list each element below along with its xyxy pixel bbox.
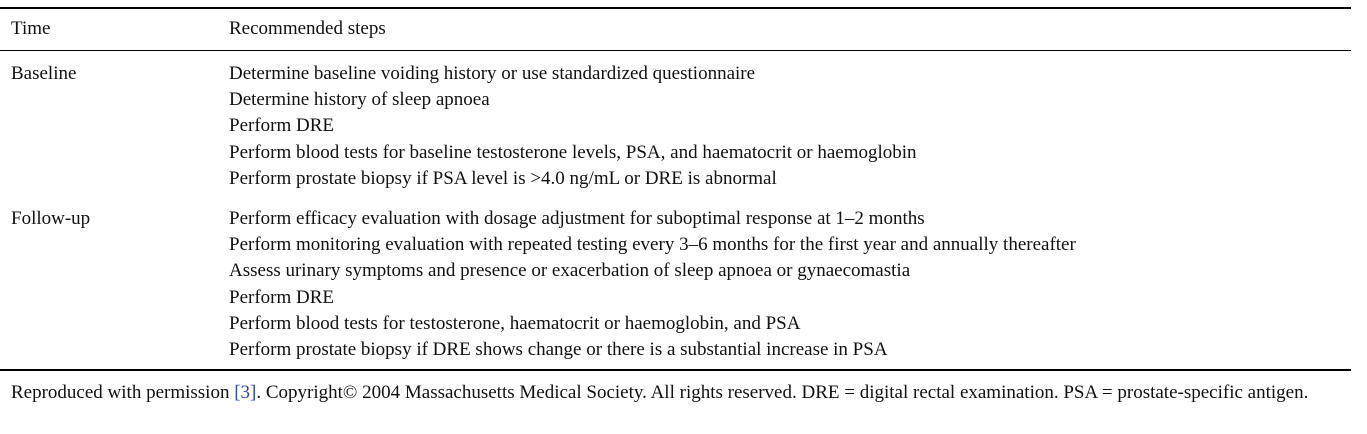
step-item: Perform DRE — [229, 115, 335, 137]
table-footnote — [11, 380, 1351, 406]
step-item: Perform blood tests for testosterone, haematocrit or haemoglobin, and PSA — [229, 312, 801, 334]
table-bottom-rule — [0, 369, 1351, 371]
reference-link[interactable]: [3] — [234, 382, 257, 403]
step-item: Assess urinary symptoms and presence or exacerbation of sleep apnoea or gynaecomastia — [229, 260, 911, 282]
step-item: Determine baseline voiding history or use standardized questionnaire — [229, 63, 756, 84]
steps-list-follow-up — [229, 206, 1076, 363]
row-time-baseline: Baseline — [11, 63, 77, 84]
header-recommended-steps: Recommended steps — [229, 18, 386, 39]
footnote-prefix: Reproduced with permission — [11, 382, 235, 403]
row-time-follow-up: Follow-up — [11, 208, 91, 229]
step-item: Perform prostate biopsy if DRE shows change or there is a substantial increase in PSA — [229, 339, 888, 361]
step-item: Determine history of sleep apnoea — [229, 89, 490, 111]
table-top-rule — [0, 7, 1351, 9]
footnote-suffix: . Copyright© 2004 Massachusetts Medical Society. All rights reserved. DRE = digital rectal examination. PSA = prostate-specific antigen. — [256, 382, 1309, 403]
step-item: Perform DRE — [229, 286, 335, 308]
step-item: Perform blood tests for baseline testosterone levels, PSA, and haematocrit or haemoglobin — [229, 141, 917, 163]
step-item: Perform monitoring evaluation with repeated testing every 3–6 months for the first year and annually thereafter — [229, 234, 1076, 256]
header-time: Time — [11, 18, 51, 39]
table-header-rule — [0, 50, 1351, 51]
step-item: Perform efficacy evaluation with dosage adjustment for suboptimal response at 1–2 months — [229, 208, 925, 229]
steps-list-baseline — [229, 61, 917, 192]
step-item: Perform prostate biopsy if PSA level is >4.0 ng/mL or DRE is abnormal — [229, 167, 777, 189]
